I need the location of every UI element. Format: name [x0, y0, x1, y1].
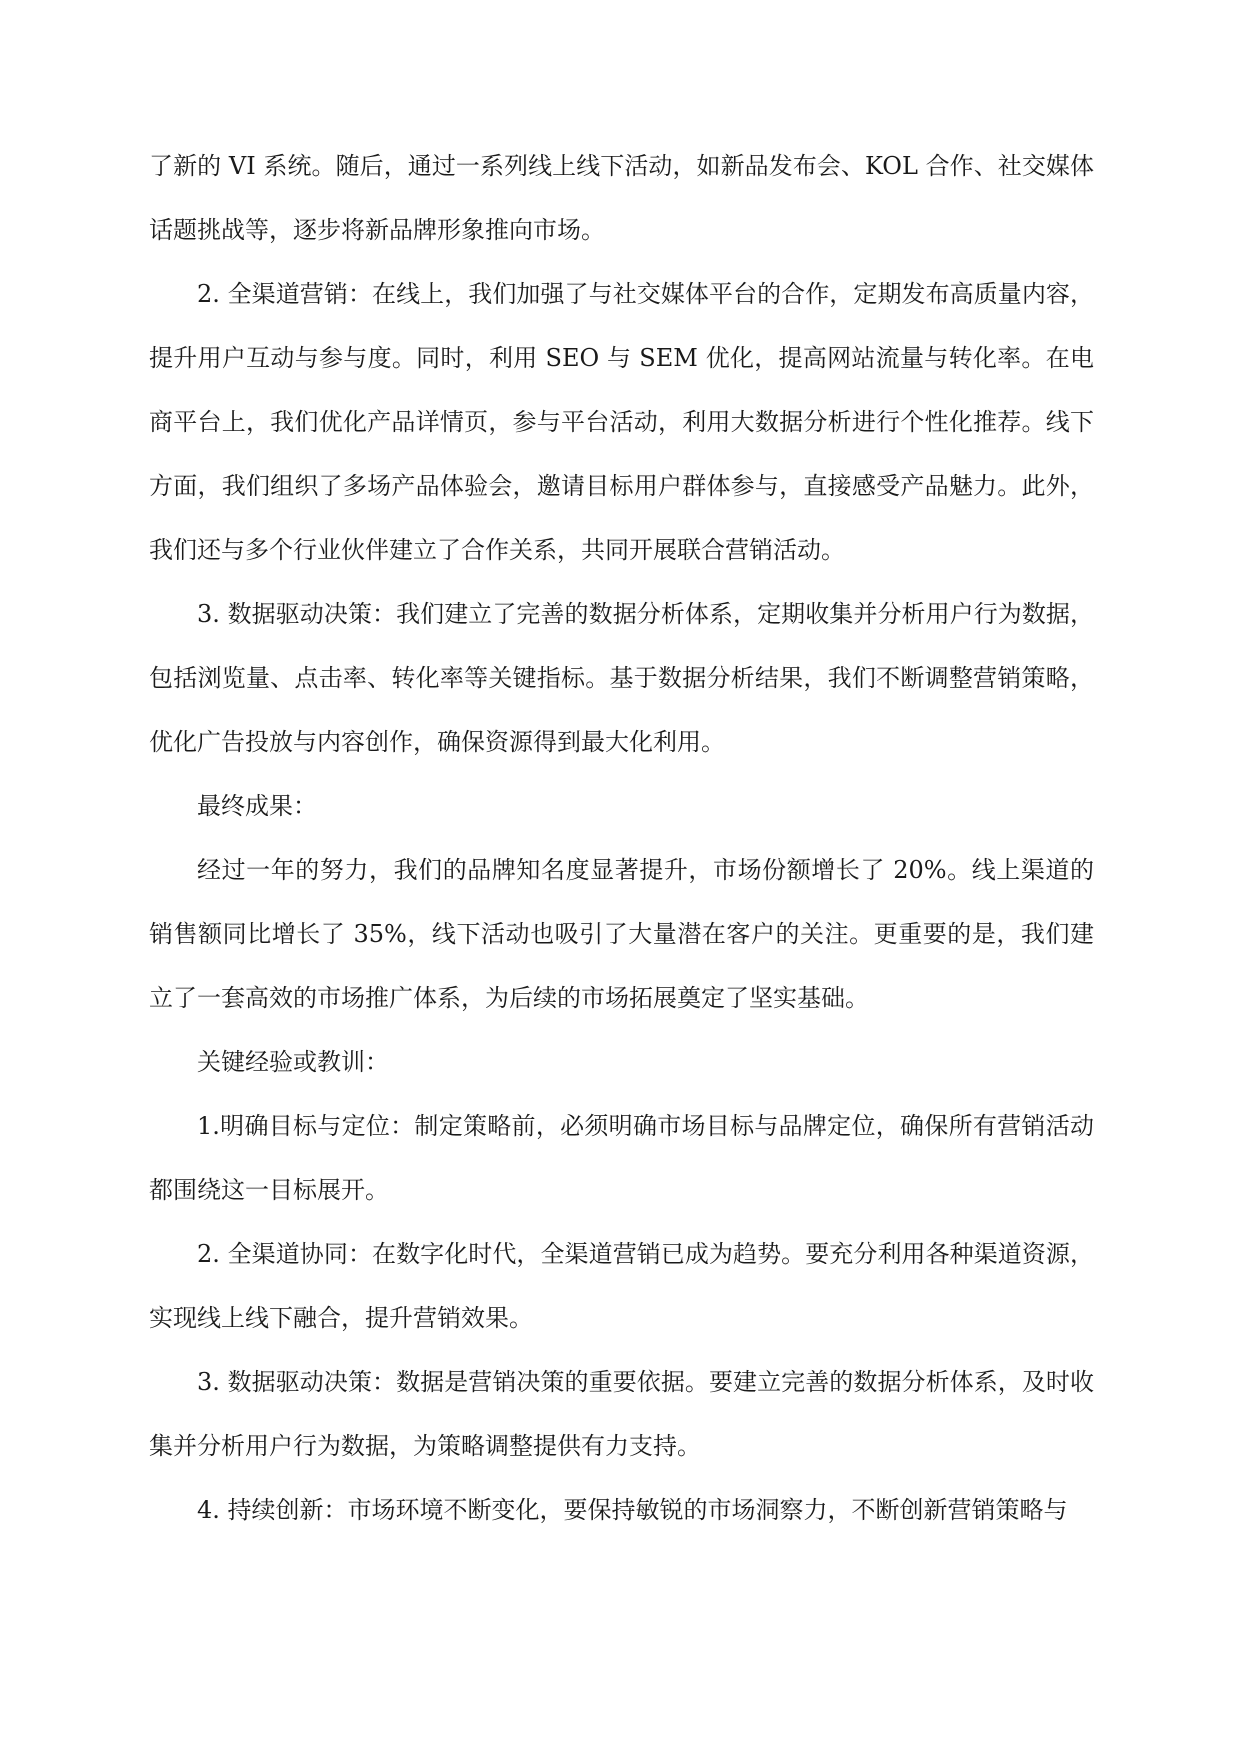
lesson-continuous-innovation: 4. 持续创新：市场环境不断变化，要保持敏锐的市场洞察力，不断创新营销策略与	[197, 1496, 1068, 1524]
lesson-clear-goals: 1.明确目标与定位：制定策略前，必须明确市场目标与品牌定位，确保所有营销活动都围绕这一目标展开。	[149, 1112, 1094, 1204]
paragraph-data-driven-decisions: 3. 数据驱动决策：我们建立了完善的数据分析体系，定期收集并分析用户行为数据，包括浏览量、点击率、转化率等关键指标。基于数据分析结果，我们不断调整营销策略，优化广告投放与内容创作，确保资源得到最大化利用。	[149, 600, 1094, 756]
heading-key-lessons: 关键经验或教训：	[197, 1048, 389, 1076]
lesson-data-driven: 3. 数据驱动决策：数据是营销决策的重要依据。要建立完善的数据分析体系，及时收集并分析用户行为数据，为策略调整提供有力支持。	[149, 1368, 1094, 1460]
heading-final-results: 最终成果：	[197, 792, 317, 820]
paragraph-final-results: 经过一年的努力，我们的品牌知名度显著提升，市场份额增长了 20%。线上渠道的销售额同比增长了 35%，线下活动也吸引了大量潜在客户的关注。更重要的是，我们建立了一套高效的市场推广体系，为后续的市场拓展奠定了坚实基础。	[149, 856, 1094, 1012]
lesson-omnichannel-synergy: 2. 全渠道协同：在数字化时代，全渠道营销已成为趋势。要充分利用各种渠道资源，实现线上线下融合，提升营销效果。	[149, 1240, 1094, 1332]
paragraph-omnichannel-marketing: 2. 全渠道营销：在线上，我们加强了与社交媒体平台的合作，定期发布高质量内容，提升用户互动与参与度。同时，利用 SEO 与 SEM 优化，提高网站流量与转化率。在电商平台上，我们优化产品详情页，参与平台活动，利用大数据分析进行个性化推荐。线下方面，我们组织了多场产品体验会，邀请目标用户群体参与，直接感受产品魅力。此外，我们还与多个行业伙伴建立了合作关系，共同开展联合营销活动。	[149, 280, 1094, 564]
paragraph-vi-system-continuation: 了新的 VI 系统。随后，通过一系列线上线下活动，如新品发布会、KOL 合作、社交媒体话题挑战等，逐步将新品牌形象推向市场。	[149, 152, 1094, 244]
document-body	[149, 134, 1094, 1542]
